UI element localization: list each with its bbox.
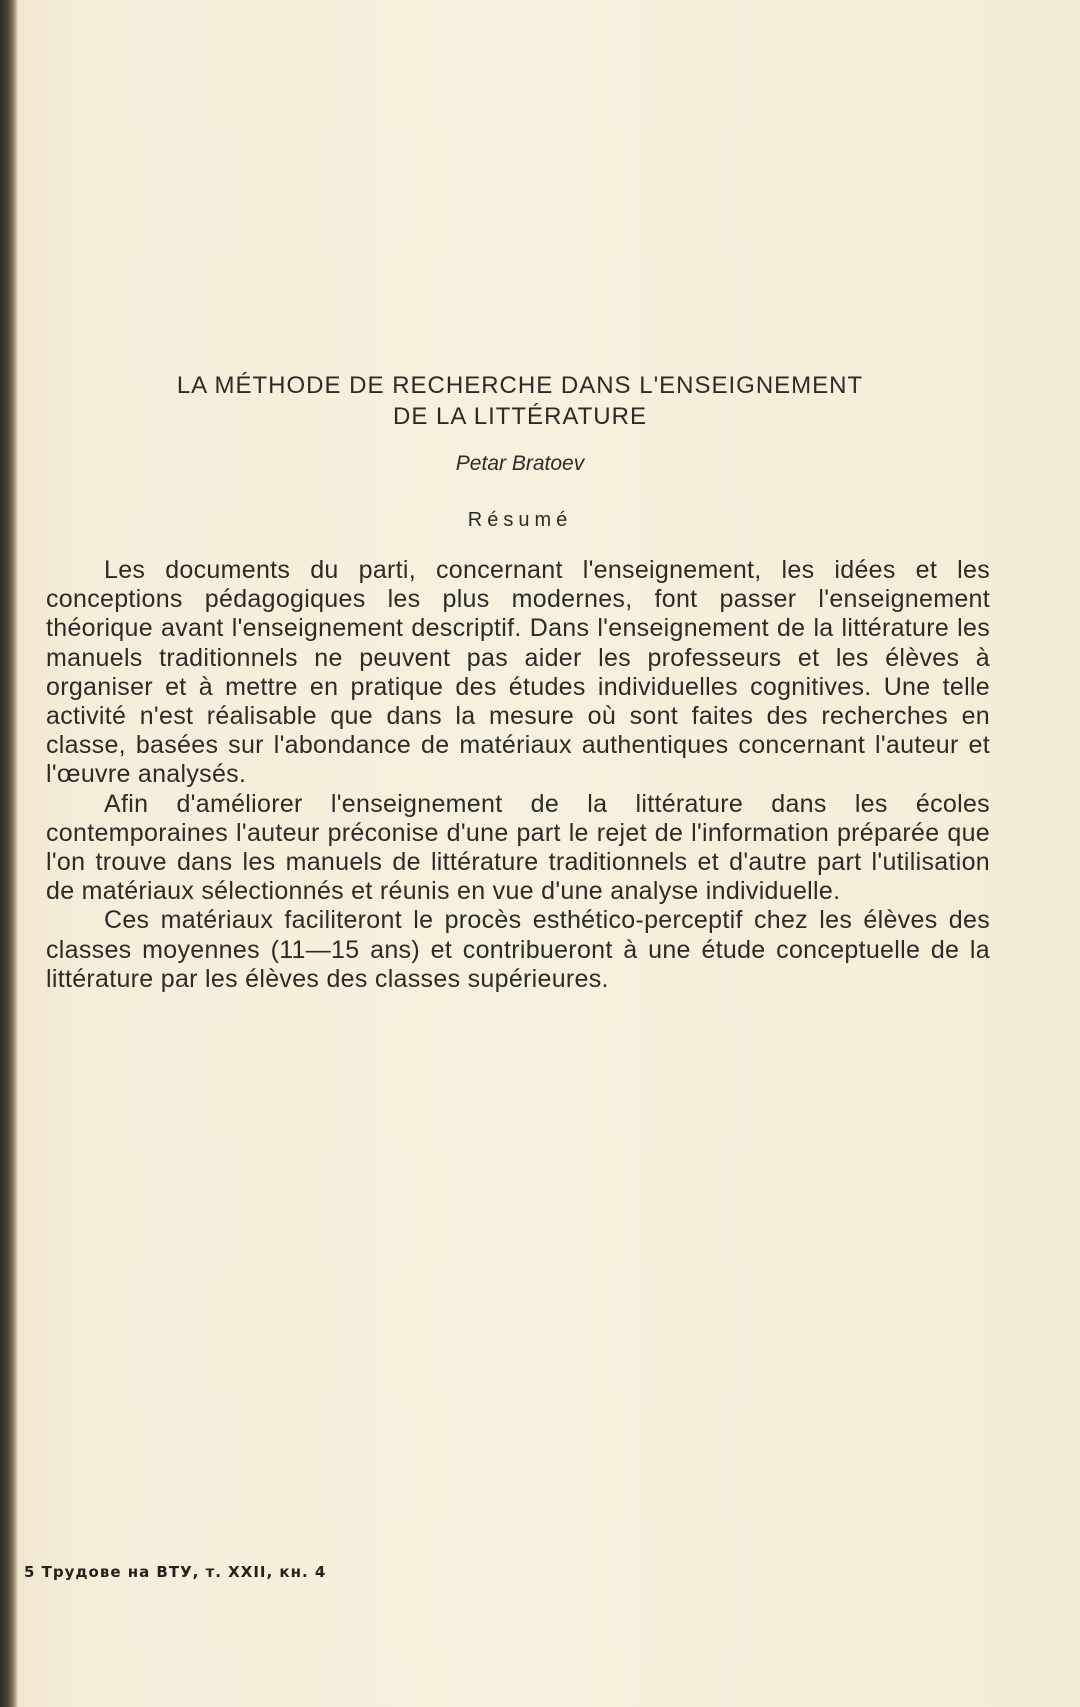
- title-line-1: LA MÉTHODE DE RECHERCHE DANS L'ENSEIGNEMENT: [176, 372, 864, 399]
- book-spine-shadow: [0, 0, 18, 1707]
- section-label: Résumé: [467, 509, 573, 531]
- paragraph-2: Afin d'améliorer l'enseignement de la littérature dans les écoles contemporaines l'auteur préconise d'une part le rejet de l'information préparée que l'on trouve dans les manuels de littérature traditionnels et d'autre part l'utilisation de matériaux sélectionnés et réunis en vue d'une analyse individuelle.: [46, 789, 990, 906]
- paragraph-3: Ces matériaux faciliteront le procès esthético-perceptif chez les élèves des classes moyennes (11—15 ans) et contribueront à une étude conceptuelle de la littérature par les élèves des classes supérieures.: [46, 906, 990, 993]
- author-name: Petar Bratoev: [455, 452, 585, 475]
- title-line-2: DE LA LITTÉRATURE: [393, 403, 647, 430]
- abstract-body: [46, 556, 990, 994]
- page-footer: 5 Трудове на ВТУ, т. XXII, кн. 4: [24, 1563, 327, 1581]
- article-title: [120, 370, 920, 432]
- paragraph-1: Les documents du parti, concernant l'enseignement, les idées et les conceptions pédagogiques les plus modernes, font passer l'enseignement théorique avant l'enseignement descriptif. Dans l'enseignement de la littérature les manuels traditionnels ne peuvent pas aider les professeurs et les élèves à organiser et à mettre en pratique des études individuelles cognitives. Une telle activité n'est réalisable que dans la mesure où sont faites des recherches en classe, basées sur l'abondance de matériaux authentiques concernant l'auteur et l'œuvre analysés.: [46, 556, 990, 789]
